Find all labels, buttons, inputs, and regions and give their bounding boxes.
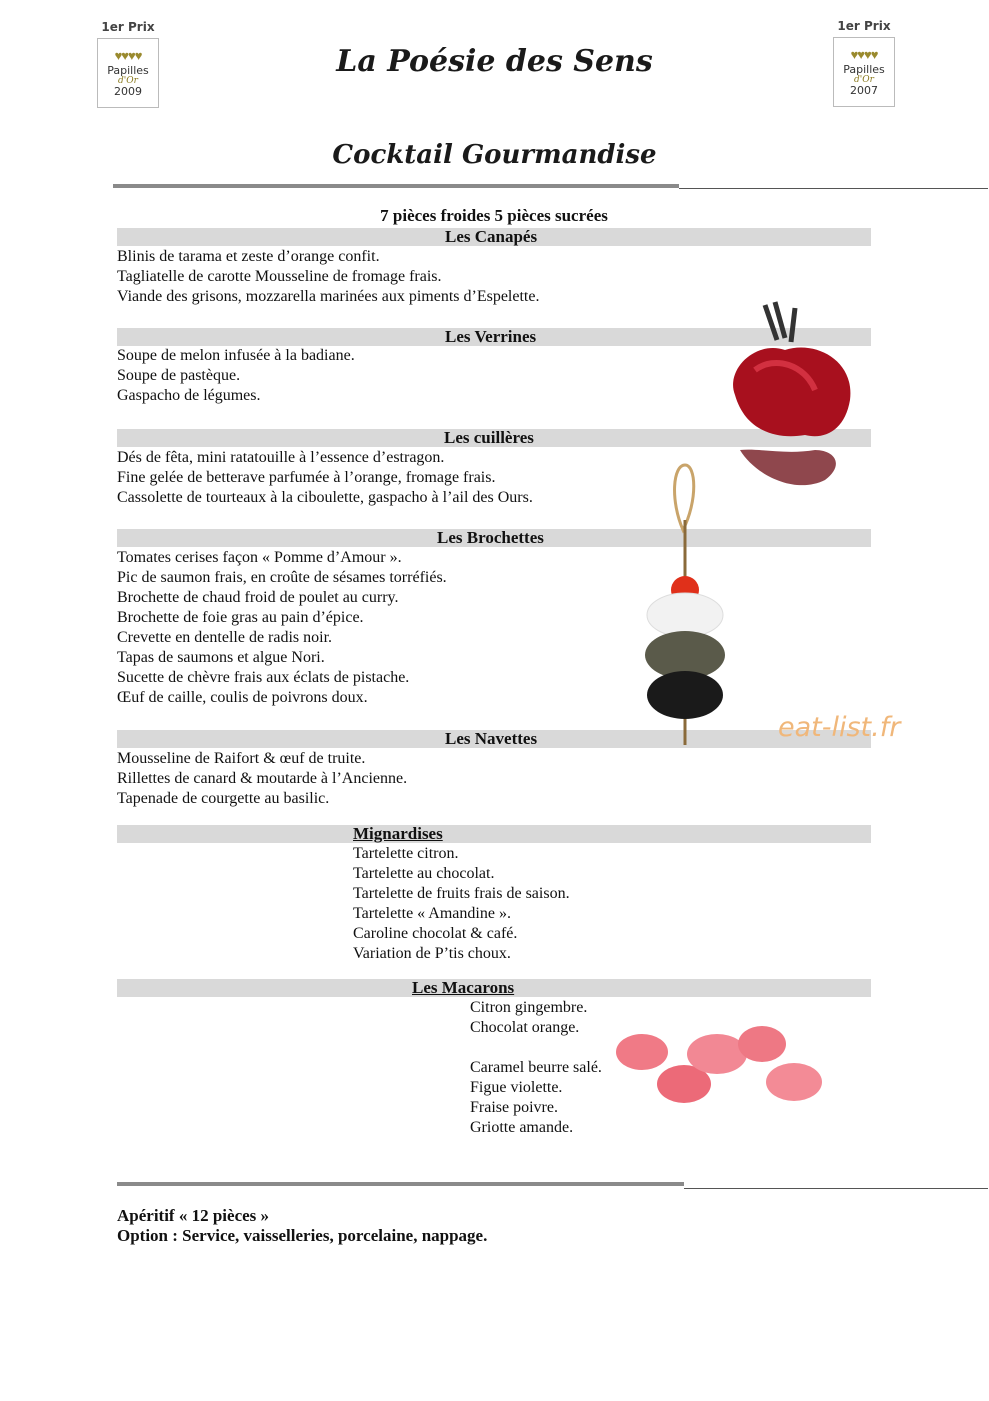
section-items-verrines (117, 346, 355, 406)
list-item: Figue violette. (470, 1079, 563, 1096)
section-title: Mignardises (353, 824, 443, 843)
section-title: Les Brochettes (437, 528, 544, 547)
section-header-navettes (117, 730, 871, 748)
list-item: Brochette de foie gras au pain d’épice. (117, 609, 364, 626)
list-item: Gaspacho de légumes. (117, 387, 261, 404)
cups-icon: ♥♥♥♥ (850, 47, 878, 62)
page-title: La Poésie des Sens (336, 44, 653, 79)
page-subtitle: Cocktail Gourmandise (332, 140, 657, 170)
list-item: Sucette de chèvre frais aux éclats de pistache. (117, 669, 410, 686)
list-item: Caramel beurre salé. (470, 1059, 602, 1076)
list-item: Cassolette de tourteaux à la ciboulette, gaspacho à l’ail des Ours. (117, 489, 533, 506)
section-items-macarons (470, 998, 602, 1138)
list-item: Tapenade de courgette au basilic. (117, 790, 330, 807)
list-item: Fraise poivre. (470, 1099, 558, 1116)
section-header-brochettes (117, 529, 871, 547)
section-items-canapes (117, 247, 539, 307)
top-rule-thin (679, 188, 988, 189)
list-item: Œuf de caille, coulis de poivrons doux. (117, 689, 368, 706)
badge-name: Papilles (107, 64, 149, 77)
badge-sub: d'Or (118, 76, 138, 86)
badge-sub: d'Or (854, 75, 874, 85)
section-title: Les Macarons (412, 978, 515, 997)
list-item: Blinis de tarama et zeste d’orange confit. (117, 248, 380, 265)
list-item: Brochette de chaud froid de poulet au curry. (117, 589, 399, 606)
list-item: Soupe de pastèque. (117, 367, 241, 384)
section-items-mignardises (353, 844, 570, 964)
section-items-navettes (117, 749, 407, 809)
list-item: Fine gelée de betterave parfumée à l’orange, fromage frais. (117, 469, 496, 486)
list-item: Crevette en dentelle de radis noir. (117, 629, 333, 646)
badge-year: 2007 (850, 84, 878, 97)
section-items-brochettes (117, 548, 447, 708)
list-item: Mousseline de Raifort & œuf de truite. (117, 750, 366, 767)
badge-name: Papilles (843, 63, 885, 76)
cups-icon: ♥♥♥♥ (114, 48, 142, 63)
section-title: Les cuillères (444, 428, 534, 447)
top-rule-thick (113, 184, 679, 188)
footer-aperitif: Apéritif « 12 pièces » (117, 1206, 270, 1225)
macarons-image (612, 1022, 827, 1107)
list-item: Griotte amande. (470, 1119, 574, 1136)
list-item: Chocolat orange. (470, 1019, 580, 1036)
list-item (470, 1038, 602, 1058)
list-item: Tartelette de fruits frais de saison. (353, 885, 570, 902)
section-header-macarons (117, 979, 871, 997)
intro-line: 7 pièces froides 5 pièces sucrées (380, 206, 608, 225)
brochette-image (638, 460, 733, 750)
list-item: Tartelette « Amandine ». (353, 905, 511, 922)
section-items-cuilleres (117, 448, 533, 508)
section-title: Les Canapés (445, 227, 538, 246)
red-pepper-canape-image (715, 300, 865, 510)
badge-prize-label: 1er Prix (101, 20, 155, 34)
list-item: Tomates cerises façon « Pomme d’Amour ». (117, 549, 402, 566)
section-header-canapes (117, 228, 871, 246)
list-item: Variation de P’tis choux. (353, 945, 511, 962)
list-item: Viande des grisons, mozzarella marinées aux piments d’Espelette. (117, 288, 540, 305)
list-item: Caroline chocolat & café. (353, 925, 518, 942)
list-item: Citron gingembre. (470, 999, 588, 1016)
section-header-mignardises (117, 825, 871, 843)
watermark: eat-list.fr (778, 712, 901, 743)
list-item: Dés de fêta, mini ratatouille à l’essence d’estragon. (117, 449, 445, 466)
list-item: Tartelette citron. (353, 845, 459, 862)
list-item: Rillettes de canard & moutarde à l’Ancienne. (117, 770, 408, 787)
section-title: Les Verrines (445, 327, 537, 346)
list-item: Tartelette au chocolat. (353, 865, 495, 882)
section-title: Les Navettes (445, 729, 538, 748)
list-item: Tagliatelle de carotte Mousseline de fromage frais. (117, 268, 442, 285)
list-item: Tapas de saumons et algue Nori. (117, 649, 325, 666)
badge-year: 2009 (114, 85, 142, 98)
list-item: Pic de saumon frais, en croûte de sésames torréfiés. (117, 569, 447, 586)
bottom-rule-thin (684, 1188, 988, 1189)
badge-prize-label: 1er Prix (837, 19, 891, 33)
footer-option: Option : Service, vaisselleries, porcelaine, nappage. (117, 1226, 488, 1245)
list-item: Soupe de melon infusée à la badiane. (117, 347, 355, 364)
bottom-rule-thick (117, 1182, 684, 1186)
